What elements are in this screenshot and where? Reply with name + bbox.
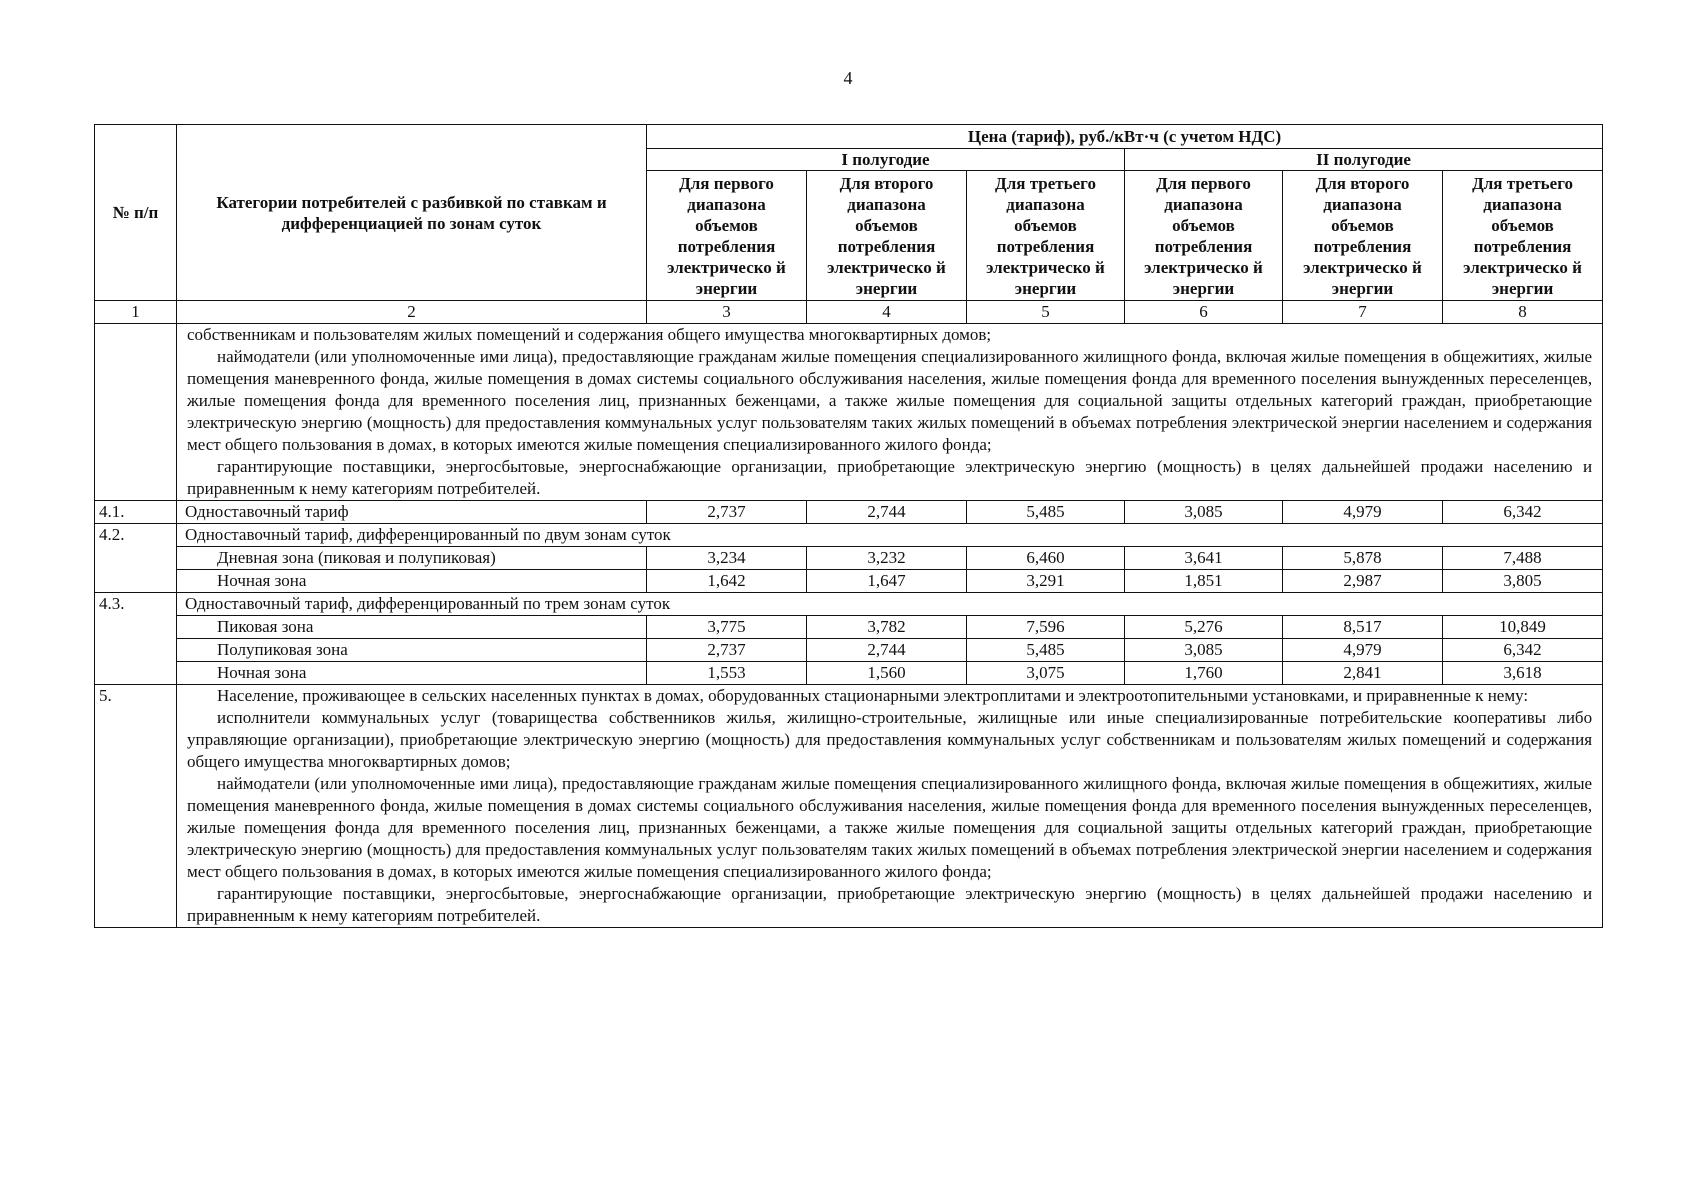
value-cell: 6,342: [1443, 639, 1603, 662]
value-cell: 5,485: [967, 639, 1125, 662]
header-h2-range3: Для третьего диапазона объемов потребления электрическо й энергии: [1443, 171, 1603, 301]
value-cell: 8,517: [1283, 616, 1443, 639]
value-cell: 3,805: [1443, 570, 1603, 593]
section-5-paragraph: Население, проживающее в сельских населенных пунктах в домах, оборудованных стационарными электроплитами и электроотопительными установками, и приравненные к нему:: [217, 686, 1529, 705]
header-h1-range2: Для второго диапазона объемов потребления электрическо й энергии: [807, 171, 967, 301]
header-h1-range1: Для первого диапазона объемов потребления электрическо й энергии: [647, 171, 807, 301]
value-cell: 1,642: [647, 570, 807, 593]
value-cell: 3,291: [967, 570, 1125, 593]
value-cell: 3,775: [647, 616, 807, 639]
value-cell: 1,553: [647, 662, 807, 685]
value-cell: 3,232: [807, 547, 967, 570]
table-row: [95, 570, 1603, 593]
table-row: [95, 524, 1603, 547]
row-label: Одноставочный тариф: [177, 501, 647, 524]
continued-text: [177, 324, 1603, 501]
header-half2: II полугодие: [1125, 149, 1603, 171]
value-cell: 5,878: [1283, 547, 1443, 570]
row-label: Полупиковая зона: [177, 639, 647, 662]
value-cell: 1,560: [807, 662, 967, 685]
header-category: Категории потребителей с разбивкой по ставкам и дифференциацией по зонам суток: [177, 125, 647, 301]
section-5-paragraph: исполнители коммунальных услуг (товарищества собственников жилья, жилищно-строительные, жилищные или иные специализированные потребительские кооперативы либо управляющие организации), приобретающие электрическую энергию (мощность) для предоставления коммунальных услуг собственникам и пользователям жилых помещений и содержания общего имущества многоквартирных домов;: [187, 708, 1593, 771]
section-5-paragraph: гарантирующие поставщики, энергосбытовые, энергоснабжающие организации, приобретающие электрическую энергию (мощность) в целях дальнейшей продажи населению и приравненным к нему категориям потребителей.: [187, 884, 1593, 925]
row-number: 4.1.: [95, 501, 177, 524]
section-5-row: [95, 685, 1603, 928]
col-number: 2: [177, 301, 647, 324]
table-row: [95, 639, 1603, 662]
header-h2-range2: Для второго диапазона объемов потребления электрическо й энергии: [1283, 171, 1443, 301]
page-number: 4: [843, 68, 853, 88]
value-cell: 3,085: [1125, 501, 1283, 524]
value-cell: 1,760: [1125, 662, 1283, 685]
col-number: 5: [967, 301, 1125, 324]
row-label: Одноставочный тариф, дифференцированный по трем зонам суток: [177, 593, 1603, 616]
table-row: [95, 662, 1603, 685]
value-cell: 2,737: [647, 501, 807, 524]
row-label: Дневная зона (пиковая и полупиковая): [177, 547, 647, 570]
row-number: 4.2.: [95, 524, 177, 593]
row-label: Ночная зона: [177, 662, 647, 685]
continued-paragraph: гарантирующие поставщики, энергосбытовые, энергоснабжающие организации, приобретающие электрическую энергию (мощность) в целях дальнейшей продажи населению и приравненным к нему категориям потребителей.: [187, 457, 1593, 498]
header-h1-range3: Для третьего диапазона объемов потребления электрическо й энергии: [967, 171, 1125, 301]
value-cell: 3,618: [1443, 662, 1603, 685]
value-cell: 3,075: [967, 662, 1125, 685]
col-number: 1: [95, 301, 177, 324]
table-row: [95, 593, 1603, 616]
continued-num-cell: [95, 324, 177, 501]
col-number: 6: [1125, 301, 1283, 324]
value-cell: 2,737: [647, 639, 807, 662]
column-number-row: [95, 301, 1603, 324]
value-cell: 3,085: [1125, 639, 1283, 662]
col-number: 3: [647, 301, 807, 324]
value-cell: 1,647: [807, 570, 967, 593]
tariff-table: [94, 124, 1603, 928]
col-number: 8: [1443, 301, 1603, 324]
header-row-price: [95, 125, 1603, 149]
value-cell: 7,488: [1443, 547, 1603, 570]
value-cell: 10,849: [1443, 616, 1603, 639]
value-cell: 2,841: [1283, 662, 1443, 685]
continued-paragraph: собственникам и пользователям жилых помещений и содержания общего имущества многоквартирных домов;: [187, 325, 992, 344]
header-num: № п/п: [95, 125, 177, 301]
row-label: Ночная зона: [177, 570, 647, 593]
value-cell: 3,641: [1125, 547, 1283, 570]
value-cell: 4,979: [1283, 639, 1443, 662]
table-row: [95, 547, 1603, 570]
continued-paragraph: наймодатели (или уполномоченные ими лица), предоставляющие гражданам жилые помещения специализированного жилищного фонда, включая жилые помещения в общежитиях, жилые помещения маневренного фонда, жилые помещения в домах системы социального обслуживания населения, жилые помещения фонда для временного поселения вынужденных переселенцев, жилые помещения фонда для временного поселения лиц, признанных беженцами, а также жилые помещения для социальной защиты отдельных категорий граждан, приобретающие электрическую энергию (мощность) для предоставления коммунальных услуг пользователям таких жилых помещений в объемах потребления электрической энергии населением и содержания мест общего пользования в домах, в которых имеются жилые помещения специализированного жилого фонда;: [187, 347, 1593, 454]
value-cell: 2,744: [807, 639, 967, 662]
value-cell: 3,234: [647, 547, 807, 570]
row-label: Пиковая зона: [177, 616, 647, 639]
table-row: [95, 616, 1603, 639]
value-cell: 2,987: [1283, 570, 1443, 593]
table-row: [95, 501, 1603, 524]
header-half1: I полугодие: [647, 149, 1125, 171]
continued-text-row: [95, 324, 1603, 501]
value-cell: 5,485: [967, 501, 1125, 524]
header-price-title: Цена (тариф), руб./кВт·ч (с учетом НДС): [647, 125, 1603, 149]
row-number: 4.3.: [95, 593, 177, 685]
value-cell: 1,851: [1125, 570, 1283, 593]
section-5-paragraph: наймодатели (или уполномоченные ими лица), предоставляющие гражданам жилые помещения специализированного жилищного фонда, включая жилые помещения в общежитиях, жилые помещения маневренного фонда, жилые помещения в домах системы социального обслуживания населения, жилые помещения фонда для временного поселения вынужденных переселенцев, жилые помещения фонда для временного поселения лиц, признанных беженцами, а также жилые помещения для социальной защиты отдельных категорий граждан, приобретающие электрическую энергию (мощность) для предоставления коммунальных услуг пользователям таких жилых помещений в объемах потребления электрической энергии населением и содержания мест общего пользования в домах, в которых имеются жилые помещения специализированного жилого фонда;: [187, 774, 1593, 881]
row-number: 5.: [95, 685, 177, 928]
value-cell: 2,744: [807, 501, 967, 524]
value-cell: 3,782: [807, 616, 967, 639]
header-h2-range1: Для первого диапазона объемов потребления электрическо й энергии: [1125, 171, 1283, 301]
value-cell: 6,460: [967, 547, 1125, 570]
value-cell: 6,342: [1443, 501, 1603, 524]
col-number: 7: [1283, 301, 1443, 324]
row-label: Одноставочный тариф, дифференцированный по двум зонам суток: [177, 524, 1603, 547]
section-5-text: [177, 685, 1603, 928]
value-cell: 7,596: [967, 616, 1125, 639]
value-cell: 4,979: [1283, 501, 1443, 524]
col-number: 4: [807, 301, 967, 324]
value-cell: 5,276: [1125, 616, 1283, 639]
